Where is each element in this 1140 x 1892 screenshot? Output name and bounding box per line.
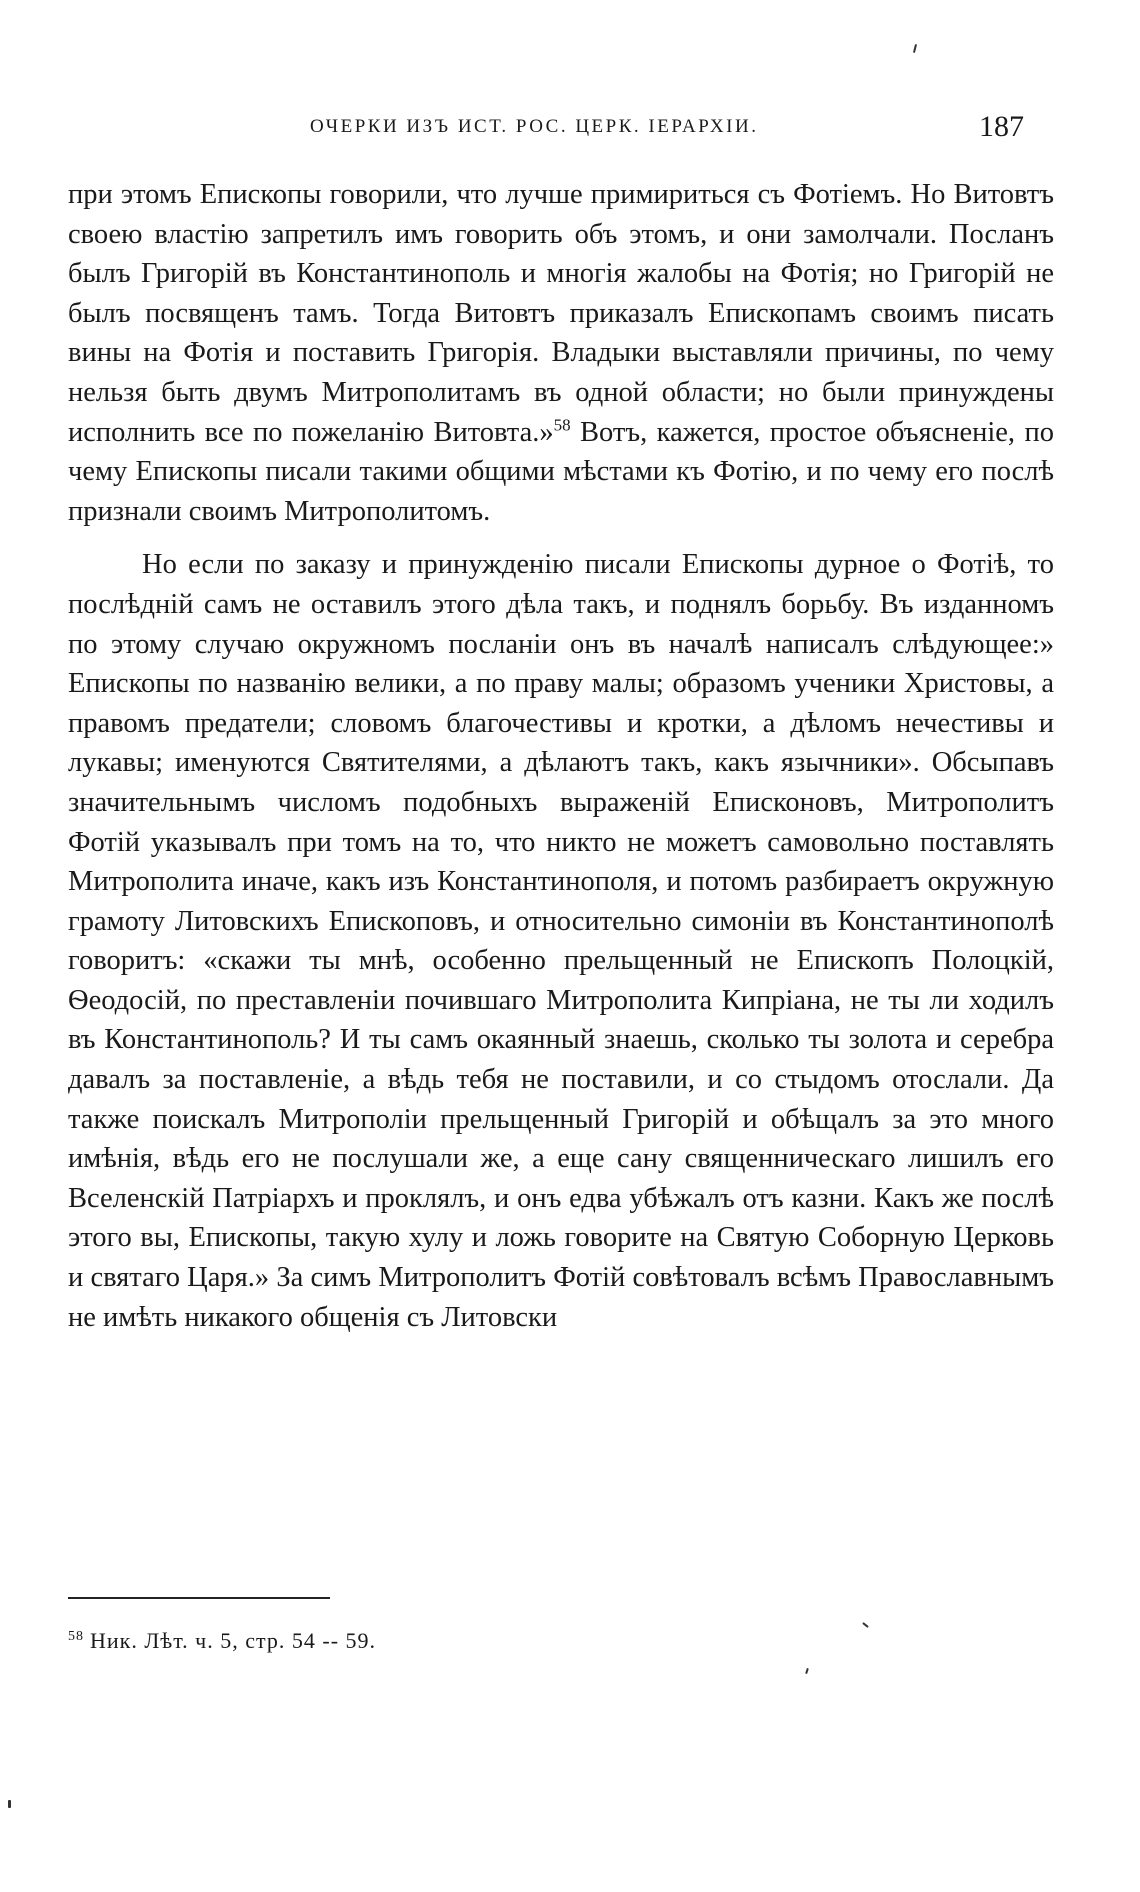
running-head <box>68 112 1058 152</box>
footnote-mark: 58 <box>68 1628 84 1644</box>
body-text <box>68 175 1054 1337</box>
footnote-text: Ник. Лѣт. ч. 5, стр. 54 -- 59. <box>90 1628 377 1653</box>
paragraph-text-after-note: Вотъ, кажется, простое объясненiе, по чему Епископы писали такими общими мѣстами къ Фотiю, и по чему его послѣ признали своимъ Митрополитомъ. <box>68 416 1054 527</box>
print-speck-mark <box>8 1800 11 1808</box>
footnote-divider <box>68 1597 330 1599</box>
paragraph: Но если по заказу и принужденiю писали Епископы дурное о Фотiѣ, то послѣднiй самъ не оставилъ этого дѣла такъ, и поднялъ борьбу. Въ изданномъ по этому случаю окружномъ посланiи онъ въ началѣ написалъ слѣдующее:» Епископы по названiю велики, а по праву малы; образомъ ученики Христовы, а правомъ предатели; словомъ благочестивы и кротки, а дѣломъ нечестивы и лукавы; именуются Святителями, а дѣлаютъ такъ, какъ язычники». Обсыпавъ значительнымъ числомъ подобныхъ выраженiй Еписконовъ, Митрополитъ Фотiй указывалъ при томъ на то, что никто не можетъ самовольно поставлять Митрополита иначе, какъ изъ Константинополя, и потомъ разбираетъ окружную грамоту Литовскихъ Епископовъ, и относительно симонiи въ Константинополѣ говоритъ: «скажи ты мнѣ, особенно прельщенный не Епископъ Полоцкiй, Ѳеодосiй, по преставленiи почившаго Митрополита Кипрiана, не ты ли ходилъ въ Константинополь? И ты самъ окаянный знаешь, сколько ты золота и серебра давалъ за поставленiе, а вѣдь тебя не поставили, и со стыдомъ отослали. Да также поискалъ Митрополiи прельщенный Григорiй и обѣщалъ за это много имѣнiя, вѣдь его не послушали же, а еще сану священническаго лишилъ его Вселенскiй Патрiархъ и проклялъ, и онъ едва убѣжалъ отъ казни. Какъ же послѣ этого вы, Епископы, такую хулу и ложь говорите на Святую Соборную Церковь и святаго Царя.» За симъ Митрополитъ Фотiй совѣтовалъ всѣмъ Православнымъ не имѣть никакого общенiя съ Литовски <box>68 549 1054 1333</box>
footnote-reference[interactable]: 58 <box>553 415 571 435</box>
book-page <box>68 0 1058 1892</box>
paragraph-continued <box>68 175 1054 531</box>
running-title: ОЧЕРКИ ИЗЪ ИСТ. РОС. ЦЕРК. IЕРАРХIИ. <box>310 116 759 137</box>
paragraph-text-before-note: при этомъ Епископы говорили, что лучше примириться съ Фотiемъ. Но Витовтъ своею властiю запретилъ имъ говорить объ этомъ, и они замолчали. Посланъ былъ Григорiй въ Константинополь и многiя жалобы на Фотiя; но Григорiй не былъ посвященъ тамъ. Тогда Витовтъ приказалъ Епископамъ своимъ писать вины на Фотiя и поставить Григорiя. Владыки выставляли причины, по чему нельзя быть двумъ Митрополитамъ въ одной области; но были принуждены исполнить все по пожеланiю Витовта.» <box>68 179 1054 448</box>
page-number: 187 <box>979 110 1024 143</box>
footnote <box>68 1628 376 1654</box>
